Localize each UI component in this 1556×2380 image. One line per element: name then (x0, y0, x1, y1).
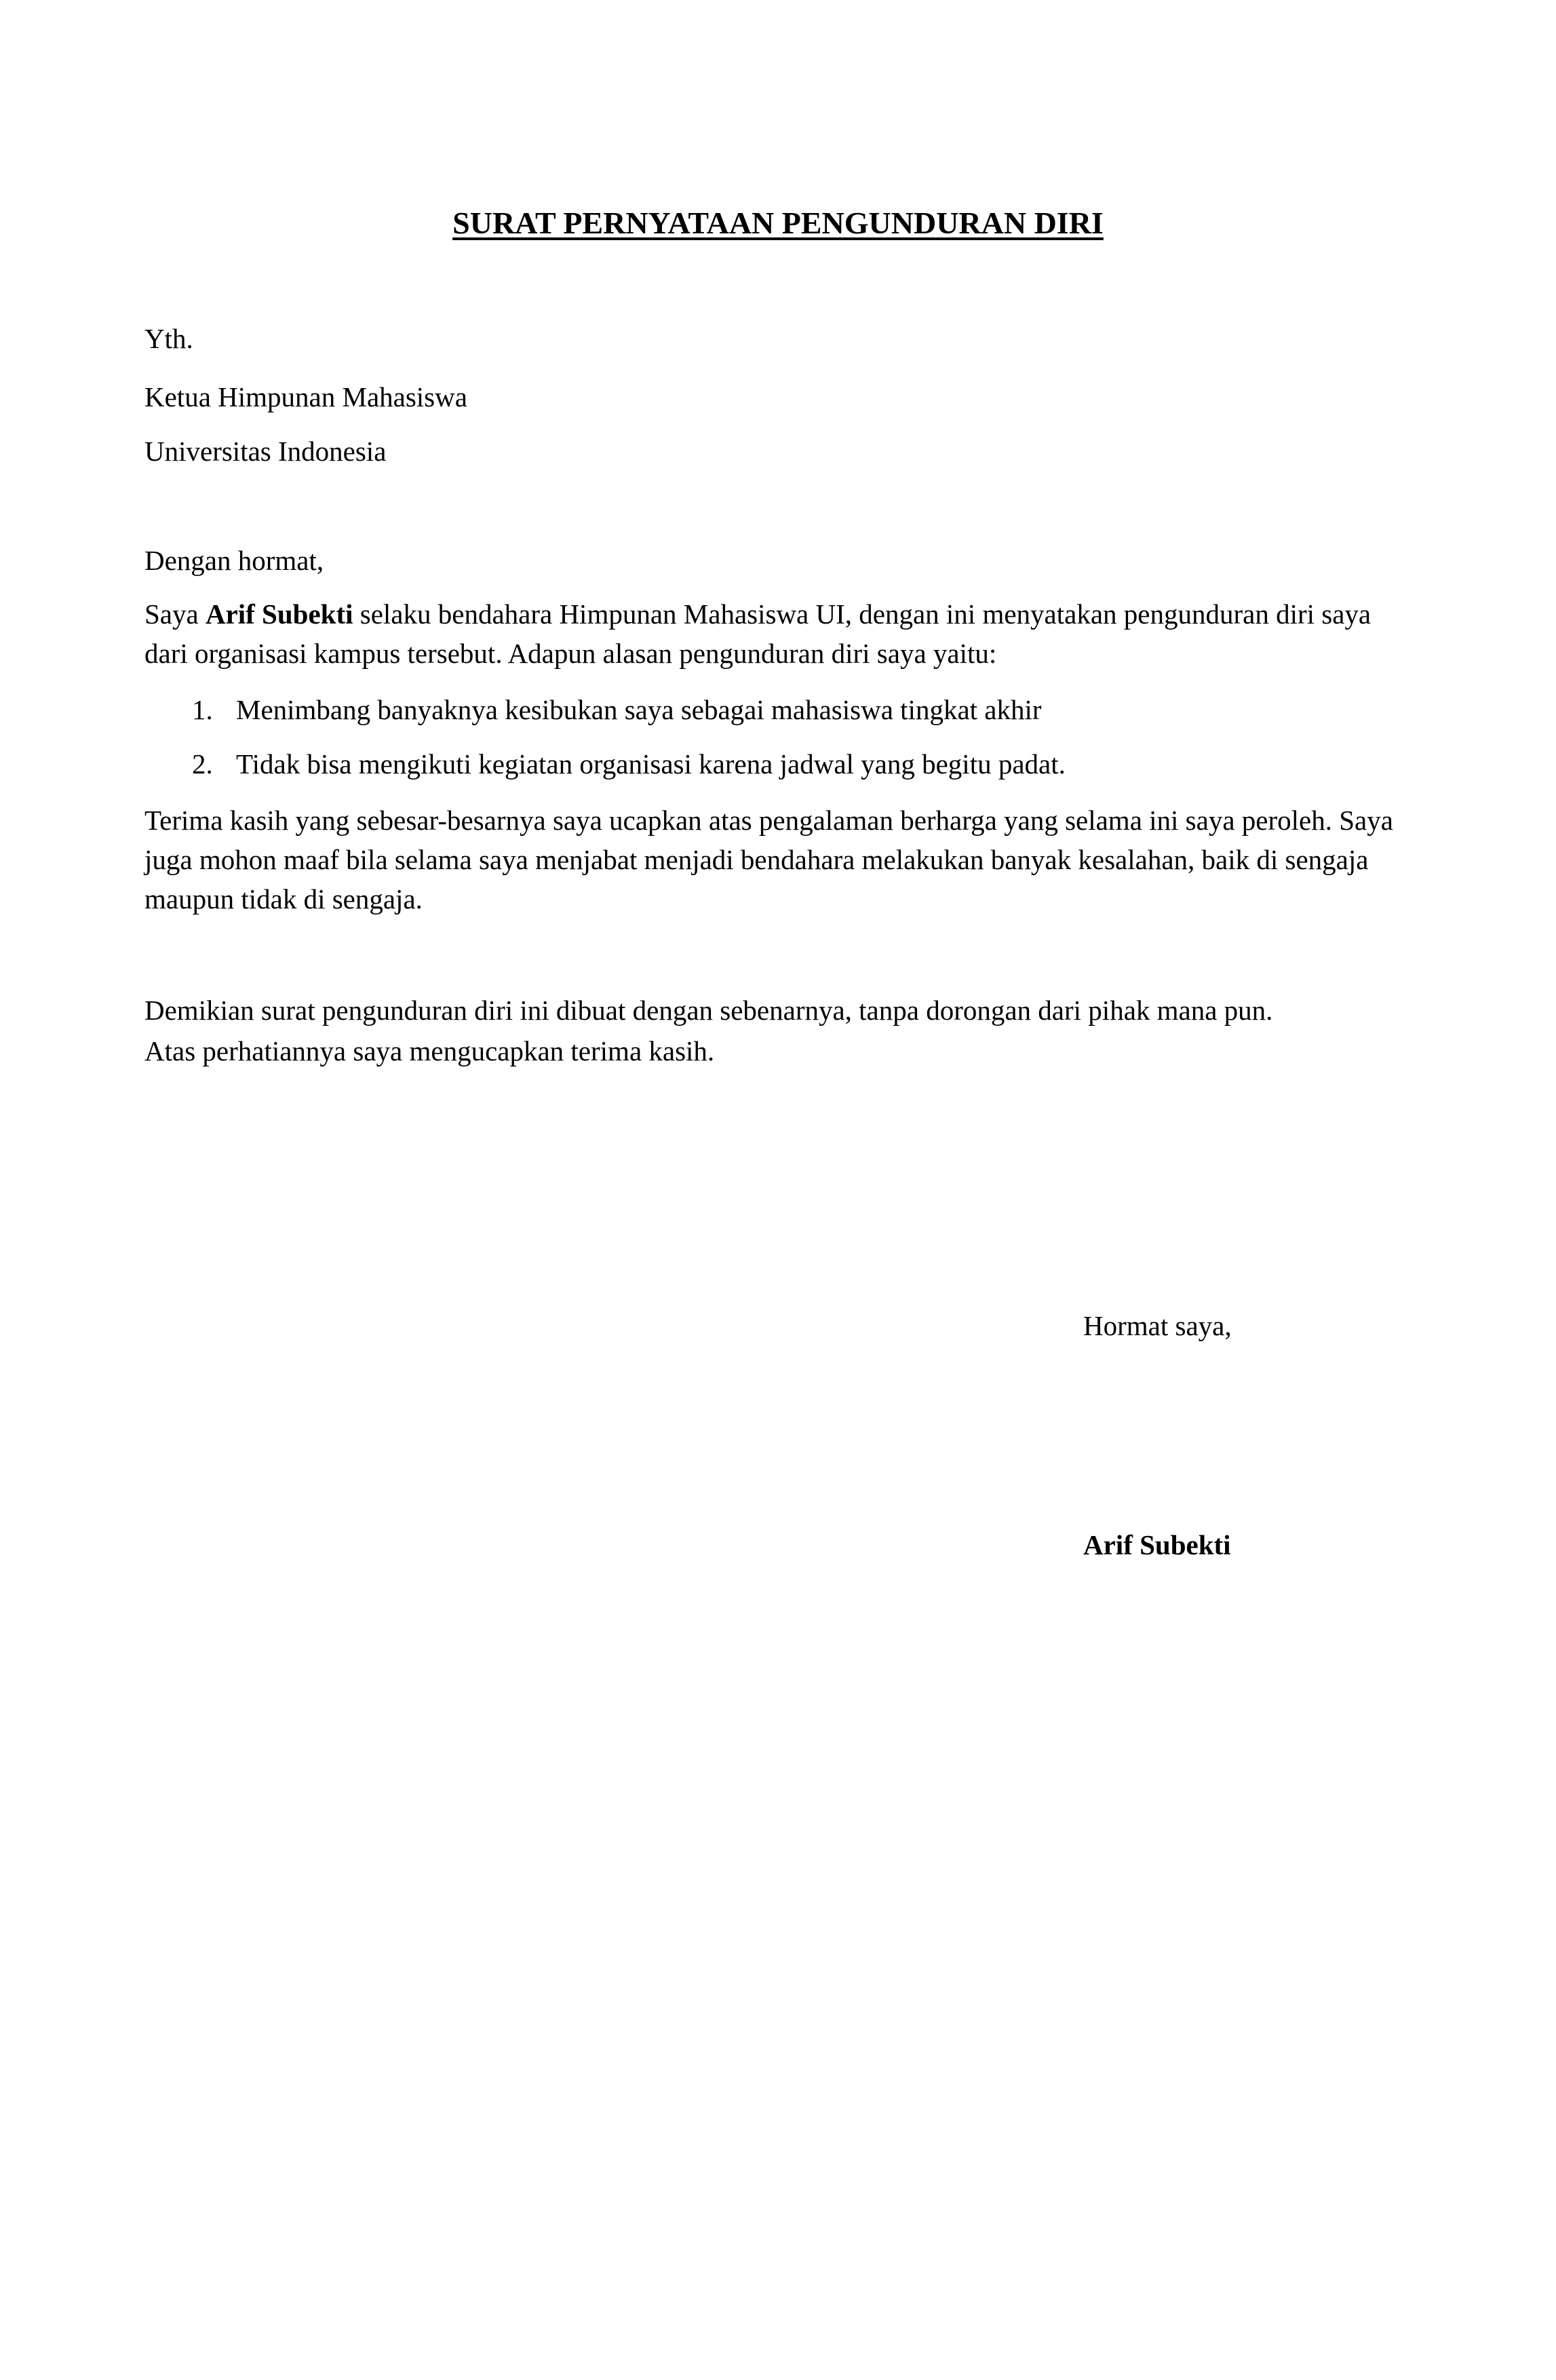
recipient-salutation: Yth. (144, 323, 193, 354)
intro-after-name: selaku bendahara Himpunan Mahasiswa UI, dengan ini menyatakan pengunduran diri saya dari organisasi kampus tersebut. Adapun alasan pengunduran diri saya yaitu: (144, 598, 1372, 669)
list-item (144, 744, 1066, 799)
recipient-line-2: Universitas Indonesia (144, 436, 387, 467)
list-item-text: Tidak bisa mengikuti kegiatan organisasi karena jadwal yang begitu padat. (236, 748, 1066, 780)
intro-name: Arif Subekti (205, 598, 353, 630)
closing-line-1: Demikian surat pengunduran diri ini dibuat dengan sebenarnya, tanpa dorongan dari pihak mana pun. (144, 995, 1273, 1026)
list-item-number: 1. (192, 694, 213, 725)
thanks-paragraph: Terima kasih yang sebesar-besarnya saya ucapkan atas pengalaman berharga yang selama ini saya peroleh. Saya juga mohon maaf bila selama saya menjabat menjadi bendahara melakukan banyak kesalahan, baik di sengaja maupun tidak di sengaja. (144, 805, 1393, 915)
intro-paragraph (144, 594, 1399, 673)
signature-name: Arif Subekti (1083, 1529, 1231, 1560)
closing-line-2: Atas perhatiannya saya mengucapkan terima kasih. (144, 1035, 715, 1067)
greeting: Dengan hormat, (144, 545, 324, 576)
document-title: SURAT PERNYATAAN PENGUNDURAN DIRI (452, 206, 1104, 240)
recipient-line-1: Ketua Himpunan Mahasiswa (144, 381, 467, 412)
list-item-text: Menimbang banyaknya kesibukan saya sebagai mahasiswa tingkat akhir (236, 694, 1042, 725)
signature-regards: Hormat saya, (1083, 1310, 1232, 1341)
intro-before-name: Saya (144, 598, 206, 630)
reasons-list (144, 690, 1066, 799)
list-item-number: 2. (192, 748, 213, 780)
list-item (144, 690, 1066, 744)
